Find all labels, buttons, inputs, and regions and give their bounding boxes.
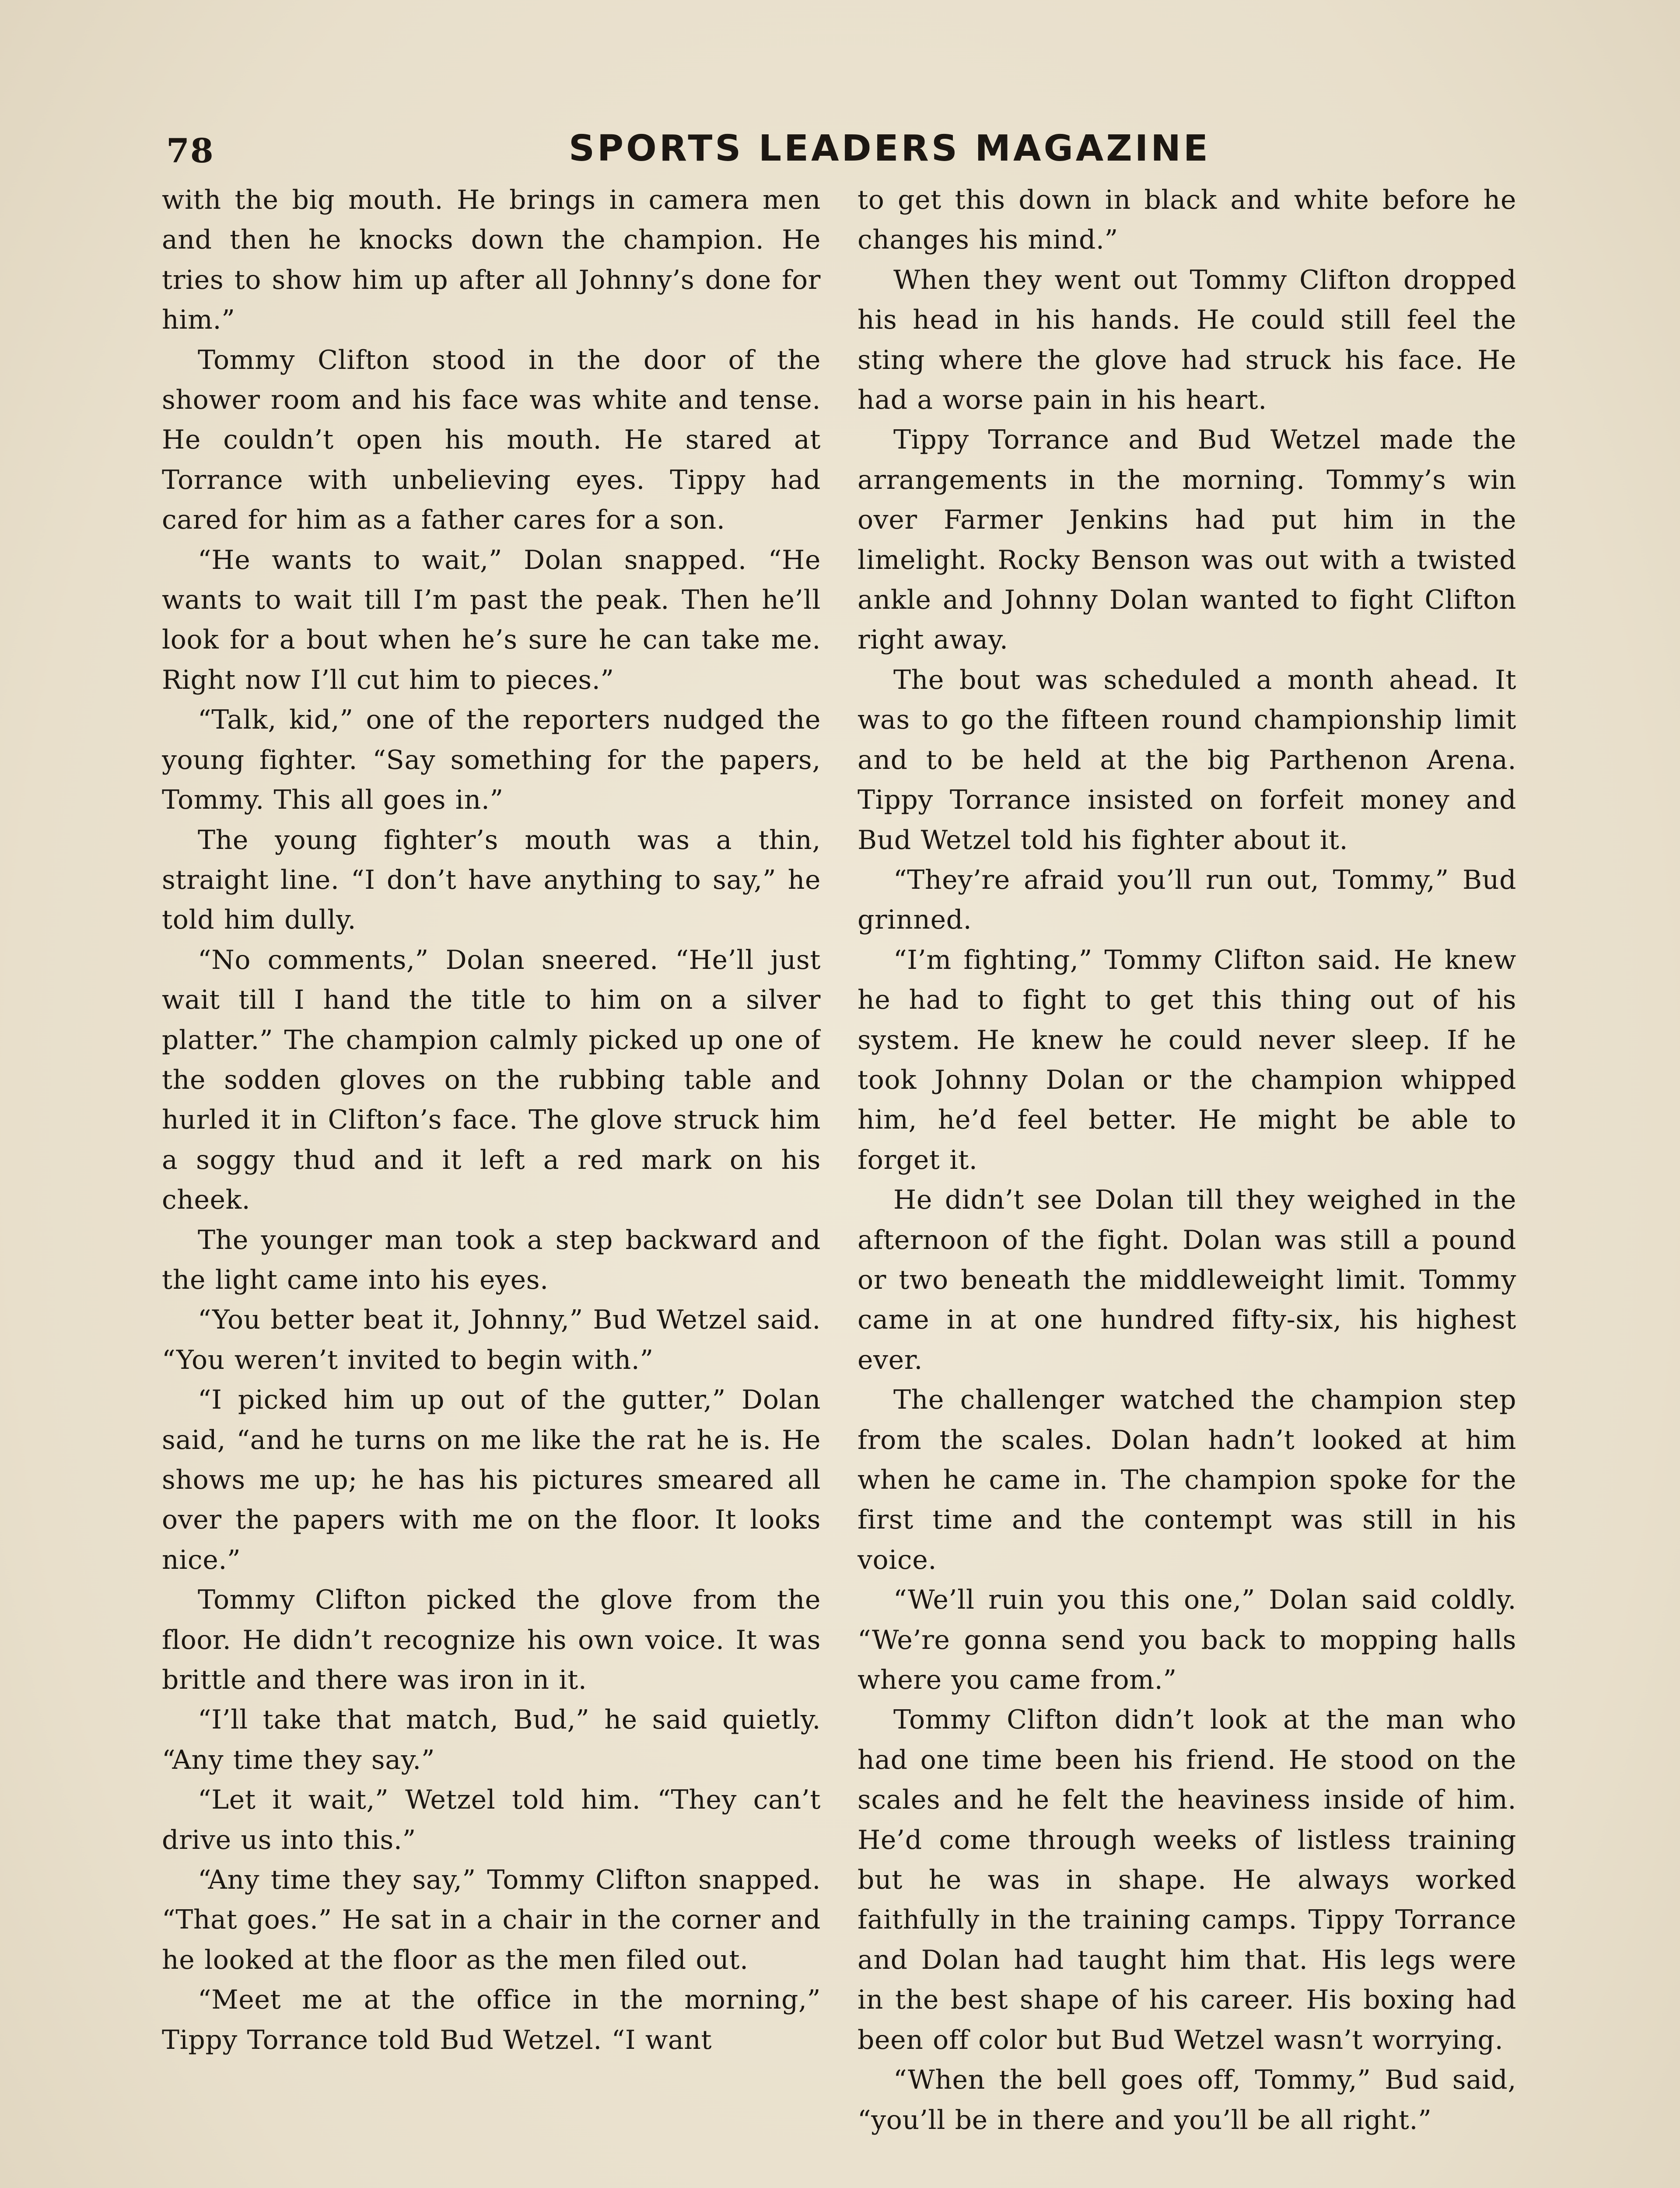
paragraph: to get this down in black and white before he changes his mind.” — [858, 185, 1516, 256]
paragraph: The younger man took a step backward and the light came into his eyes. — [162, 1224, 821, 1295]
paragraph: “No comments,” Dolan sneered. “He’ll just wait till I hand the title to him on a silver platter.” The champion calmly picked up one of the sodden gloves on the rubbing table and hurled it in Clifton’s face. The glove struck him a soggy thud and it left a red mark on his cheek. — [162, 944, 821, 1216]
page-number: 78 — [166, 131, 214, 170]
paragraph: “Meet me at the office in the morning,” Tippy Torrance told Bud Wetzel. “I want — [162, 1985, 821, 2055]
paragraph: “He wants to wait,” Dolan snapped. “He wants to wait till I’m past the peak. Then he’ll look for a bout when he’s sure he can take me. Right now I’ll cut him to pieces.” — [162, 544, 821, 695]
paragraph: “Talk, kid,” one of the reporters nudged the young fighter. “Say something for the papers, Tommy. This all goes in.” — [162, 705, 821, 816]
paragraph: “When the bell goes off, Tommy,” Bud said, “you’ll be in there and you’ll be all right.” — [858, 2065, 1516, 2135]
paragraph: “Let it wait,” Wetzel told him. “They can’t drive us into this.” — [162, 1785, 821, 1855]
paragraph: with the big mouth. He brings in camera men and then he knocks down the champion. He tries to show him up after all Johnny’s done for him.” — [162, 185, 821, 336]
paragraph: “We’ll ruin you this one,” Dolan said coldly. “We’re gonna send you back to mopping halls where you came from.” — [858, 1585, 1516, 1696]
paragraph: Tippy Torrance and Bud Wetzel made the arrangements in the morning. Tommy’s win over Farmer Jenkins had put him in the limelight. Rocky Benson was out with a twisted ankle and Johnny Dolan wanted to fight Clifton right away. — [858, 424, 1516, 656]
paragraph: When they went out Tommy Clifton dropped his head in his hands. He could still feel the sting where the glove had struck his face. He had a worse pain in his heart. — [858, 264, 1516, 416]
magazine-title: SPORTS LEADERS MAGAZINE — [569, 128, 1211, 169]
paragraph: Tommy Clifton stood in the door of the shower room and his face was white and tense. He couldn’t open his mouth. He stared at Torrance with unbelieving eyes. Tippy had cared for him as a father cares for a son. — [162, 344, 821, 536]
paragraph: Tommy Clifton picked the glove from the floor. He didn’t recognize his own voice. It was brittle and there was iron in it. — [162, 1585, 821, 1696]
paragraph: “I picked him up out of the gutter,” Dolan said, “and he turns on me like the rat he is. He shows me up; he has his pictures smeared all over the papers with me on the floor. It looks nice.” — [162, 1385, 821, 1575]
paragraph: “I’m fighting,” Tommy Clifton said. He knew he had to fight to get this thing out of his system. He knew he could never sleep. If he took Johnny Dolan or the champion whipped him, he’d feel better. He might be able to forget it. — [858, 944, 1516, 1175]
right-text-column — [858, 180, 1516, 2188]
left-text-column — [162, 180, 821, 2188]
paragraph: The bout was scheduled a month ahead. It was to go the fifteen round championship limit and to be held at the big Parthenon Arena. Tippy Torrance insisted on forfeit money and Bud Wetzel told his fighter about it. — [858, 664, 1516, 856]
paragraph: He didn’t see Dolan till they weighed in the afternoon of the fight. Dolan was still a pound or two beneath the middleweight limit. Tommy came in at one hundred fifty-six, his highest ever. — [858, 1185, 1516, 1375]
paragraph: Tommy Clifton didn’t look at the man who had one time been his friend. He stood on the scales and he felt the heaviness inside of him. He’d come through weeks of listless training but he was in shape. He always worked faithfully in the training camps. Tippy Torrance and Dolan had taught him that. His legs were in the best shape of his career. His boxing had been off color but Bud Wetzel wasn’t worrying. — [858, 1704, 1516, 2055]
paragraph: The challenger watched the champion step from the scales. Dolan hadn’t looked at him when he came in. The champion spoke for the first time and the contempt was still in his voice. — [858, 1385, 1516, 1575]
paragraph: The young fighter’s mouth was a thin, straight line. “I don’t have anything to say,” he told him dully. — [162, 824, 821, 936]
paragraph: “They’re afraid you’ll run out, Tommy,” Bud grinned. — [858, 864, 1516, 936]
paragraph: “Any time they say,” Tommy Clifton snapped. “That goes.” He sat in a chair in the corner and he looked at the floor as the men filed out. — [162, 1865, 821, 1975]
paragraph: “I’ll take that match, Bud,” he said quietly. “Any time they say.” — [162, 1704, 821, 1775]
paragraph: “You better beat it, Johnny,” Bud Wetzel said. “You weren’t invited to begin with.” — [162, 1304, 821, 1375]
page-header — [166, 128, 1505, 180]
